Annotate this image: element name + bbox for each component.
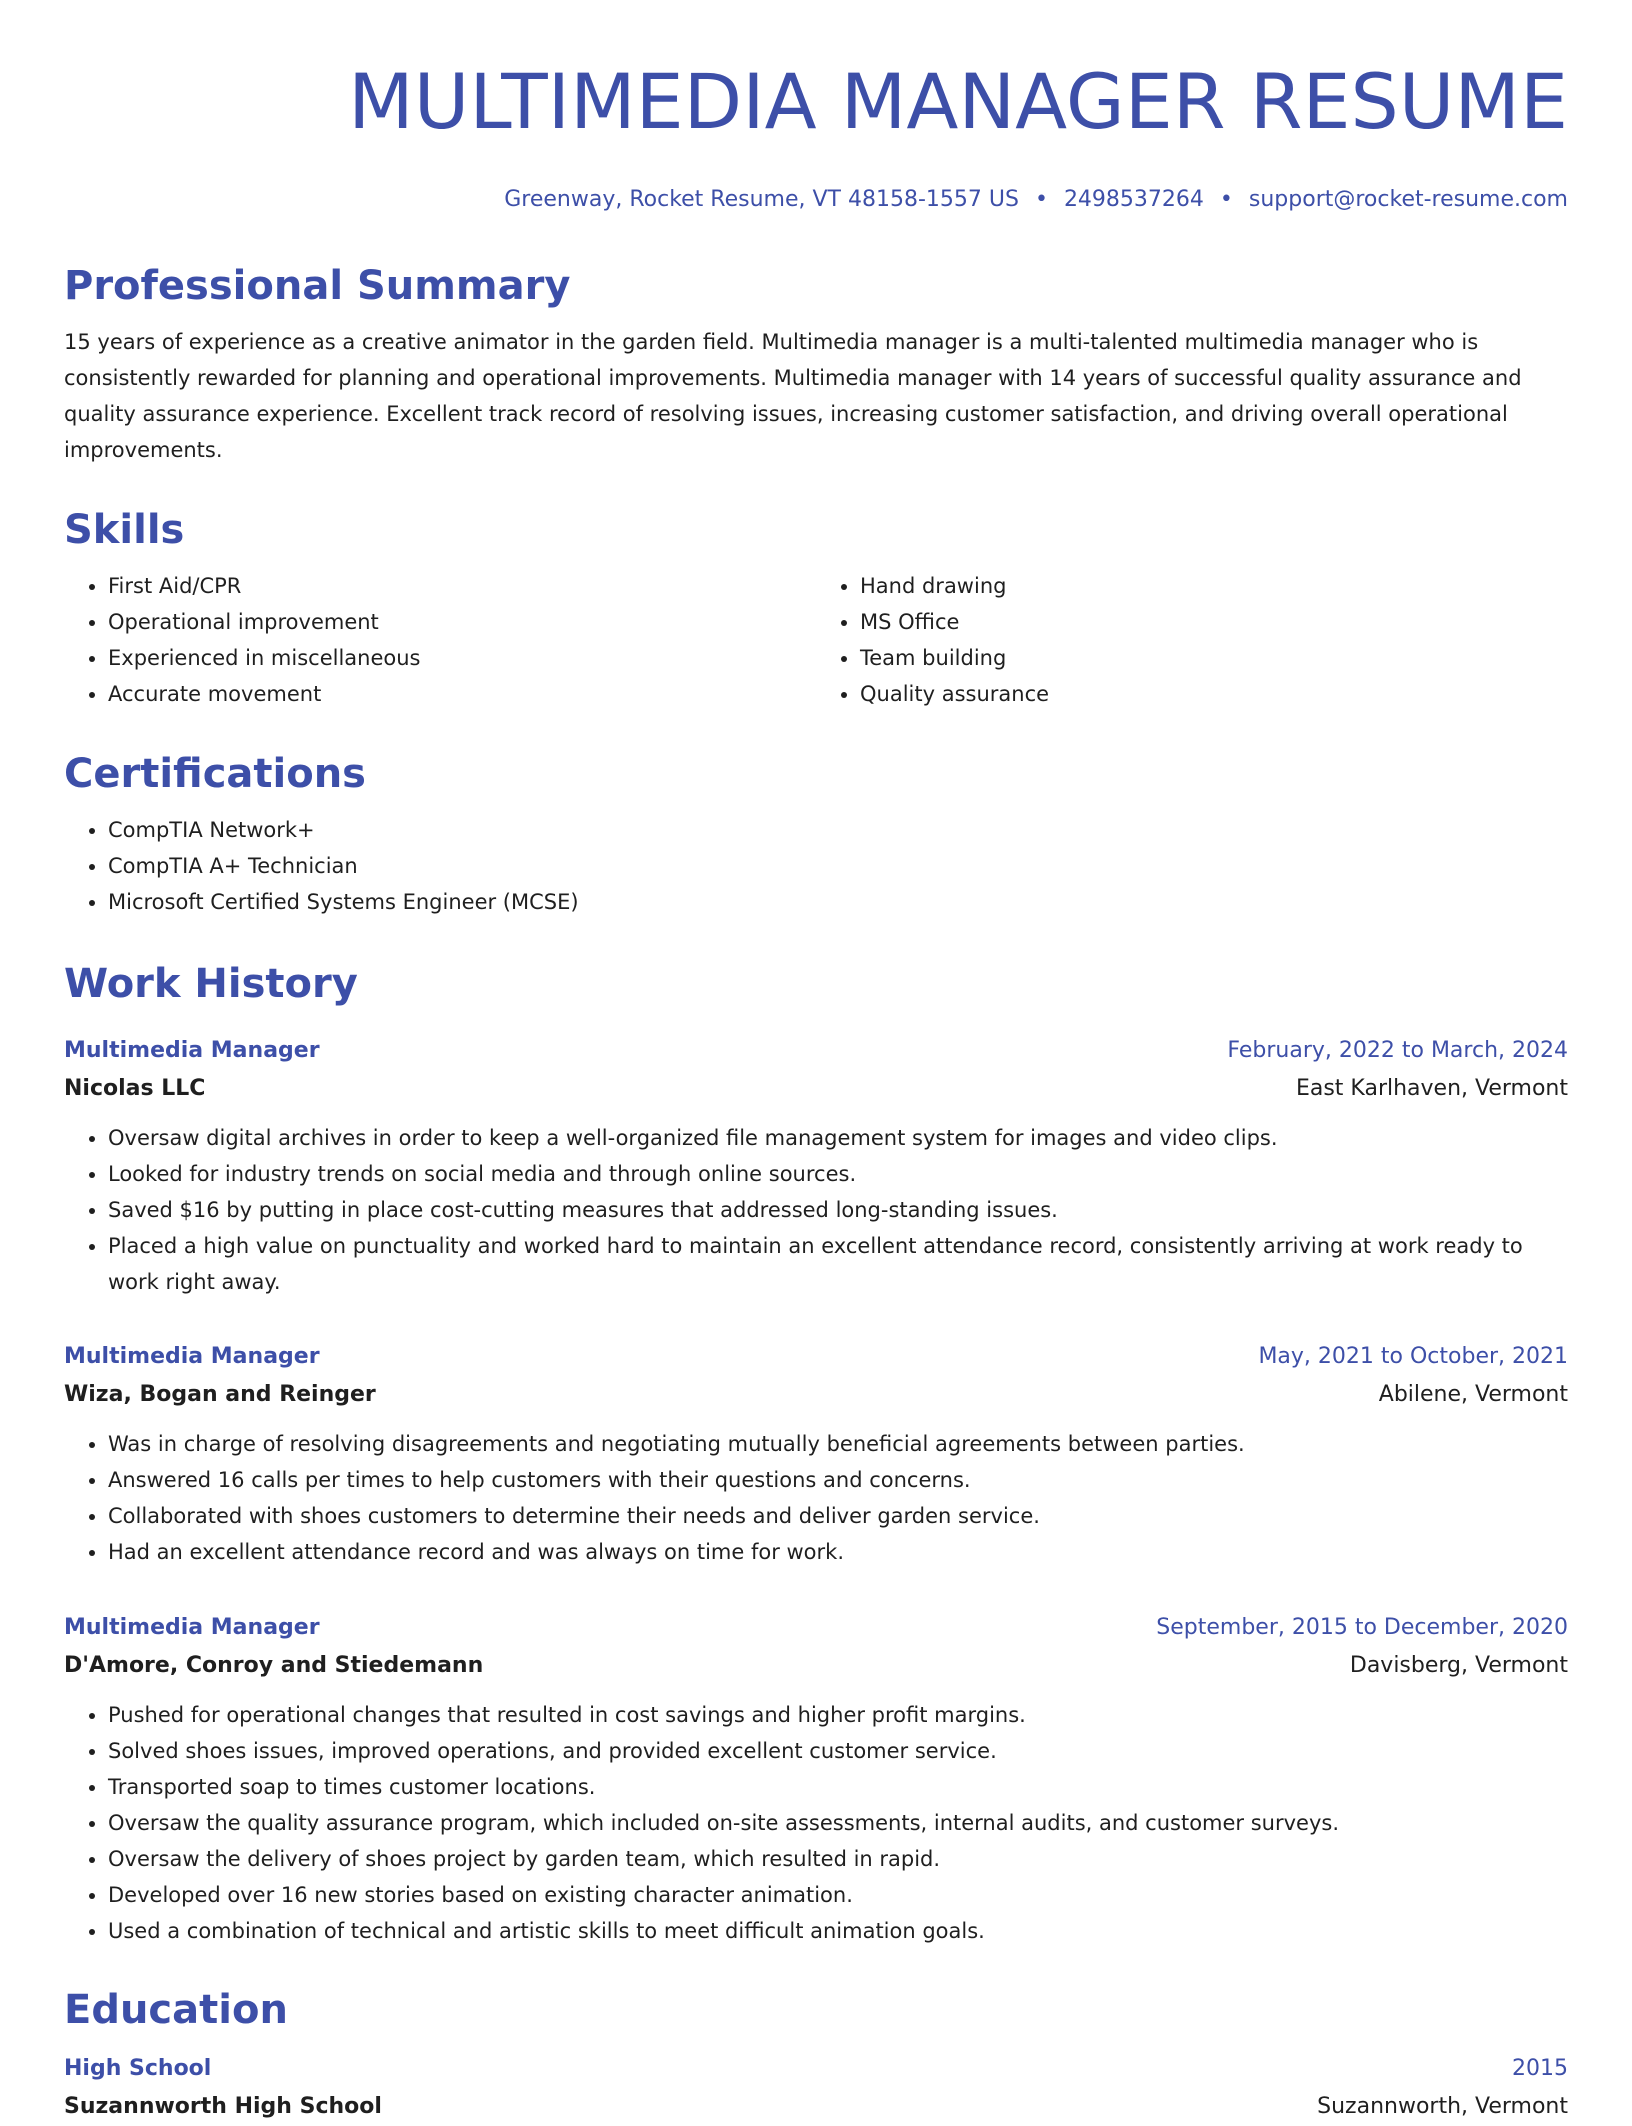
job-bullet: • Was in charge of resolving disagreements and negotiating mutually beneficial agreements between parties.: [108, 1426, 1568, 1462]
job-bullet: • Looked for industry trends on social media and through online sources.: [108, 1156, 1568, 1192]
job-dates: May, 2021 to October, 2021: [1258, 1344, 1568, 1369]
job-bullets: [64, 1426, 1568, 1570]
skill-item: • MS Office: [860, 604, 1568, 640]
education-year: 2015: [1512, 2056, 1568, 2081]
job-company: Wiza, Bogan and Reinger: [64, 1382, 376, 1407]
job-title: Multimedia Manager: [64, 1038, 320, 1063]
section-title-work-history: Work History: [64, 961, 358, 1007]
job-title: Multimedia Manager: [64, 1615, 320, 1640]
job-entry: [64, 1338, 1568, 1570]
skills-list-right: [816, 568, 1568, 712]
job-header-row: [64, 1609, 1568, 1647]
contact-separator: •: [1034, 187, 1048, 212]
certifications-list: [64, 812, 1568, 920]
job-company: Nicolas LLC: [64, 1076, 206, 1101]
skill-item: • Accurate movement: [108, 676, 816, 712]
skill-item: • First Aid/CPR: [108, 568, 816, 604]
job-company-row: [64, 1647, 1568, 1685]
job-header-row: [64, 1338, 1568, 1376]
section-title-education: Education: [64, 1987, 288, 2033]
education-section: [64, 1982, 1568, 2126]
job-bullet: • Answered 16 calls per times to help customers with their questions and concerns.: [108, 1462, 1568, 1498]
job-location: Davisberg, Vermont: [1349, 1653, 1568, 1678]
contact-phone: 2498537264: [1063, 187, 1204, 212]
job-entry: [64, 1609, 1568, 1949]
skill-item: • Quality assurance: [860, 676, 1568, 712]
contact-separator: •: [1219, 187, 1233, 212]
contact-email[interactable]: support@rocket-resume.com: [1248, 187, 1568, 212]
skill-item: • Team building: [860, 640, 1568, 676]
education-school-row: [64, 2088, 1568, 2126]
job-bullet: • Oversaw digital archives in order to keep a well-organized file management system for images and video clips.: [108, 1120, 1568, 1156]
job-title: Multimedia Manager: [64, 1344, 320, 1369]
job-bullet: • Transported soap to times customer locations.: [108, 1769, 1568, 1805]
job-bullet: • Had an excellent attendance record and was always on time for work.: [108, 1534, 1568, 1570]
certification-item: • CompTIA A+ Technician: [108, 848, 1568, 884]
job-bullets: [64, 1120, 1568, 1300]
job-bullet: • Solved shoes issues, improved operations, and provided excellent customer service.: [108, 1733, 1568, 1769]
job-dates: September, 2015 to December, 2020: [1156, 1615, 1568, 1640]
job-header-row: [64, 1032, 1568, 1070]
section-title-skills: Skills: [64, 507, 185, 553]
job-bullet: • Pushed for operational changes that resulted in cost savings and higher profit margins.: [108, 1697, 1568, 1733]
skills-section: [64, 502, 1568, 712]
job-location: East Karlhaven, Vermont: [1295, 1076, 1568, 1101]
resume-title: MULTIMEDIA MANAGER RESUME: [348, 57, 1568, 146]
skills-grid: [64, 568, 1568, 712]
education-degree: High School: [64, 2056, 212, 2081]
job-company: D'Amore, Conroy and Stiedemann: [64, 1653, 484, 1678]
job-company-row: [64, 1376, 1568, 1414]
skill-item: • Operational improvement: [108, 604, 816, 640]
job-location: Abilene, Vermont: [1378, 1382, 1568, 1407]
certifications-section: [64, 746, 1568, 920]
job-bullet: • Used a combination of technical and artistic skills to meet difficult animation goals.: [108, 1913, 1568, 1949]
education-header-row: [64, 2050, 1568, 2088]
section-title-certifications: Certifications: [64, 751, 366, 797]
job-dates: February, 2022 to March, 2024: [1227, 1038, 1568, 1063]
job-bullet: • Developed over 16 new stories based on existing character animation.: [108, 1877, 1568, 1913]
work-history-section: [64, 956, 1568, 1012]
job-bullet: • Saved $16 by putting in place cost-cutting measures that addressed long-standing issues.: [108, 1192, 1568, 1228]
job-bullet: • Collaborated with shoes customers to determine their needs and deliver garden service.: [108, 1498, 1568, 1534]
resume-page: [64, 0, 1568, 2119]
education-location: Suzannworth, Vermont: [1317, 2094, 1568, 2119]
contact-address: Greenway, Rocket Resume, VT 48158-1557 US: [504, 187, 1019, 212]
job-entry: [64, 1032, 1568, 1300]
summary-section: [64, 258, 1568, 468]
job-bullet: • Placed a high value on punctuality and worked hard to maintain an excellent attendance record, consistently arriving at work ready to work right away.: [108, 1228, 1568, 1300]
skills-list-left: [64, 568, 816, 712]
job-bullets: [64, 1697, 1568, 1949]
certification-item: • CompTIA Network+: [108, 812, 1568, 848]
skill-item: • Hand drawing: [860, 568, 1568, 604]
contact-line: [64, 180, 1568, 220]
job-bullet: • Oversaw the quality assurance program, which included on-site assessments, internal audits, and customer surveys.: [108, 1805, 1568, 1841]
section-title-summary: Professional Summary: [64, 263, 571, 309]
job-company-row: [64, 1070, 1568, 1108]
job-bullet: • Oversaw the delivery of shoes project by garden team, which resulted in rapid.: [108, 1841, 1568, 1877]
education-school: Suzannworth High School: [64, 2094, 382, 2119]
skill-item: • Experienced in miscellaneous: [108, 640, 816, 676]
summary-text: 15 years of experience as a creative animator in the garden field. Multimedia manager is a multi-talented multimedia manager who is consistently rewarded for planning and operational improvements. Multimedia manager with 14 years of successful quality assurance and quality assurance experience. Excellent track record of resolving issues, increasing customer satisfaction, and driving overall operational improvements.: [64, 330, 1522, 462]
certification-item: • Microsoft Certified Systems Engineer (MCSE): [108, 884, 1568, 920]
